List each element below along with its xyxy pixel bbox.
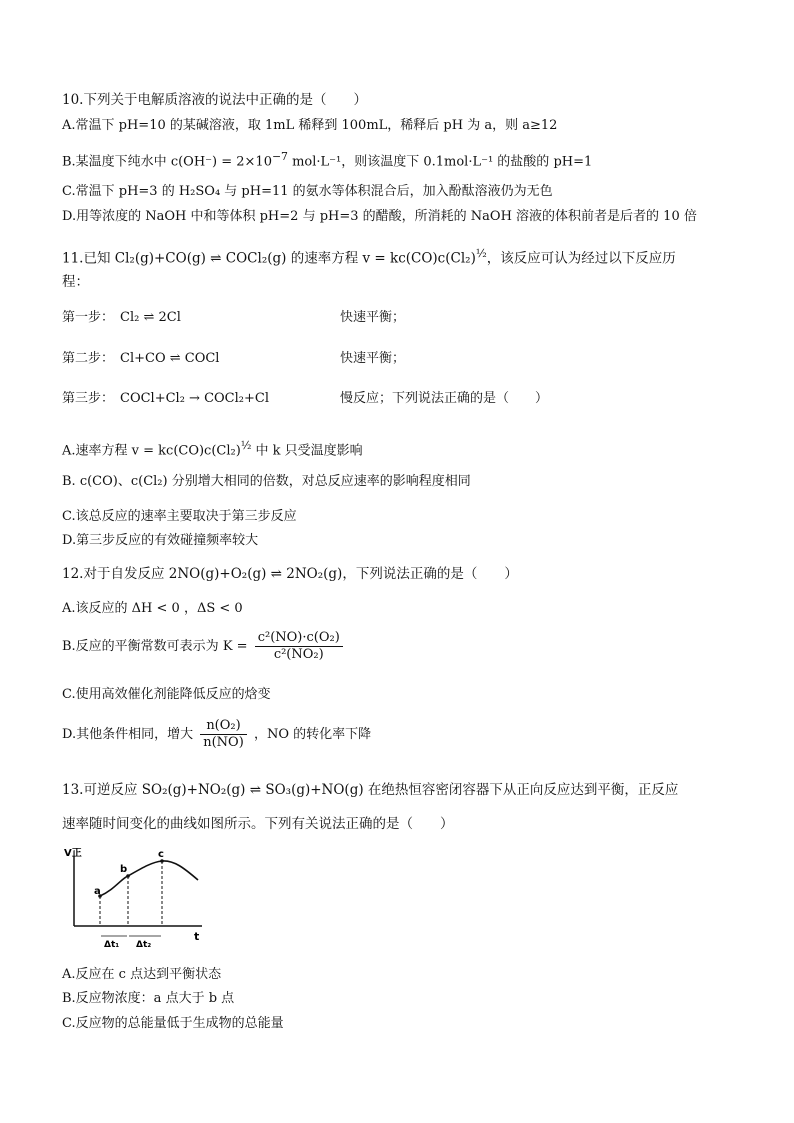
q12-option-b-numerator: c²(NO)·c(O₂) (255, 630, 343, 647)
y-axis-label: V正 (64, 848, 82, 859)
q11-step-1-note: 快速平衡； (340, 310, 406, 325)
q11-option-a-text: A.速率方程 v = kc(CO)c(Cl₂) (62, 443, 241, 459)
q10-option-b-text: B.某温度下纯水中 c(OH⁻) = 2×10 (62, 154, 272, 170)
rate-time-graph (62, 848, 212, 953)
q11-step-3 (62, 390, 548, 408)
q10-option-d: D.用等浓度的 NaOH 中和等体积 pH=2 与 pH=3 的醋酸，所消耗的 NaOH 溶液的体积前者是后者的 10 倍 (62, 209, 697, 224)
q11-step-1-label: 第一步： (62, 310, 115, 325)
q11-step-2-label: 第二步： (62, 351, 115, 366)
q11-stem-exponent: ½ (475, 247, 487, 260)
q13-option-a: A.反应在 c 点达到平衡状态 (62, 967, 222, 982)
q10-stem: 10.下列关于电解质溶液的说法中正确的是（ ） (62, 92, 367, 108)
dt2-label: Δt₂ (136, 940, 152, 950)
q12-option-c: C.使用高效催化剂能降低反应的焓变 (62, 687, 271, 702)
dt1-label: Δt₁ (104, 940, 120, 950)
q12-option-b-denominator: c²(NO₂) (273, 647, 324, 662)
q12-option-d-numerator: n(O₂) (200, 718, 247, 735)
q12-option-b (62, 630, 346, 663)
q12-stem: 12.对于自发反应 2NO(g)+O₂(g) ⇌ 2NO₂(g)，下列说法正确的是（ ） (62, 566, 518, 582)
q13-option-b: B.反应物浓度：a 点大于 b 点 (62, 991, 235, 1006)
q11-step-3-label: 第三步： (62, 391, 115, 406)
q12-option-b-text: B.反应的平衡常数可表示为 K = (62, 639, 248, 654)
point-b-label: b (120, 864, 128, 875)
q11-step-2 (62, 350, 405, 368)
q12-option-d-text: D.其他条件相同，增大 (62, 727, 194, 742)
q11-option-a-exponent: ½ (240, 439, 252, 452)
point-a-label: a (94, 886, 101, 897)
q11-option-c: C.该总反应的速率主要取决于第三步反应 (62, 509, 297, 524)
q11-step-2-equation: Cl+CO ⇌ COCl (120, 351, 220, 366)
q11-step-2-note: 快速平衡； (340, 351, 406, 366)
q11-stem-continued: 程： (62, 274, 89, 290)
q11-step-1 (62, 309, 405, 327)
q12-option-d-denominator: n(NO) (203, 735, 244, 750)
q10-option-a: A.常温下 pH=10 的某碱溶液，取 1mL 稀释到 100mL，稀释后 pH 为 a，则 a≥12 (62, 118, 558, 133)
q11-stem (62, 245, 676, 268)
q10-option-b (62, 148, 592, 171)
q11-step-3-note: 慢反应；下列说法正确的是（ ） (340, 391, 549, 406)
x-axis-label: t (194, 930, 200, 943)
q11-option-d: D.第三步反应的有效碰撞频率较大 (62, 533, 259, 548)
point-c-label: c (158, 849, 164, 860)
q11-option-a (62, 437, 363, 460)
q11-stem-text-end: ，该反应可认为经过以下反应历 (486, 250, 676, 267)
q11-option-a-text-end: 中 k 只受温度影响 (251, 443, 363, 459)
q10-option-b-exponent: −7 (271, 150, 288, 163)
rate-curve (100, 861, 198, 896)
q12-option-d-text-end: ，NO 的转化率下降 (253, 727, 372, 742)
q11-step-1-equation: Cl₂ ⇌ 2Cl (120, 310, 181, 325)
q12-option-d-fraction (200, 718, 247, 751)
q11-step-3-equation: COCl+Cl₂ → COCl₂+Cl (120, 391, 269, 406)
q13-stem: 13.可逆反应 SO₂(g)+NO₂(g) ⇌ SO₃(g)+NO(g) 在绝热恒容密闭容器下从正向反应达到平衡，正反应 (62, 782, 679, 798)
q10-option-c: C.常温下 pH=3 的 H₂SO₄ 与 pH=11 的氨水等体积混合后，加入酚酞溶液仍为无色 (62, 184, 553, 199)
q12-option-b-fraction (255, 630, 343, 663)
q13-option-c: C.反应物的总能量低于生成物的总能量 (62, 1016, 284, 1031)
q10-option-b-text-end: mol·L⁻¹，则该温度下 0.1mol·L⁻¹ 的盐酸的 pH=1 (287, 154, 593, 170)
q11-option-b: B. c(CO)、c(Cl₂) 分别增大相同的倍数，对总反应速率的影响程度相同 (62, 474, 471, 489)
q13-stem-continued: 速率随时间变化的曲线如图所示。下列有关说法正确的是（ ） (62, 816, 454, 832)
q12-option-a: A.该反应的 ΔH < 0 ，ΔS < 0 (62, 601, 243, 616)
q11-stem-text: 11.已知 Cl₂(g)+CO(g) ⇌ COCl₂(g) 的速率方程 v = kc(CO)c(Cl₂) (62, 250, 476, 267)
q12-option-d (62, 718, 371, 751)
